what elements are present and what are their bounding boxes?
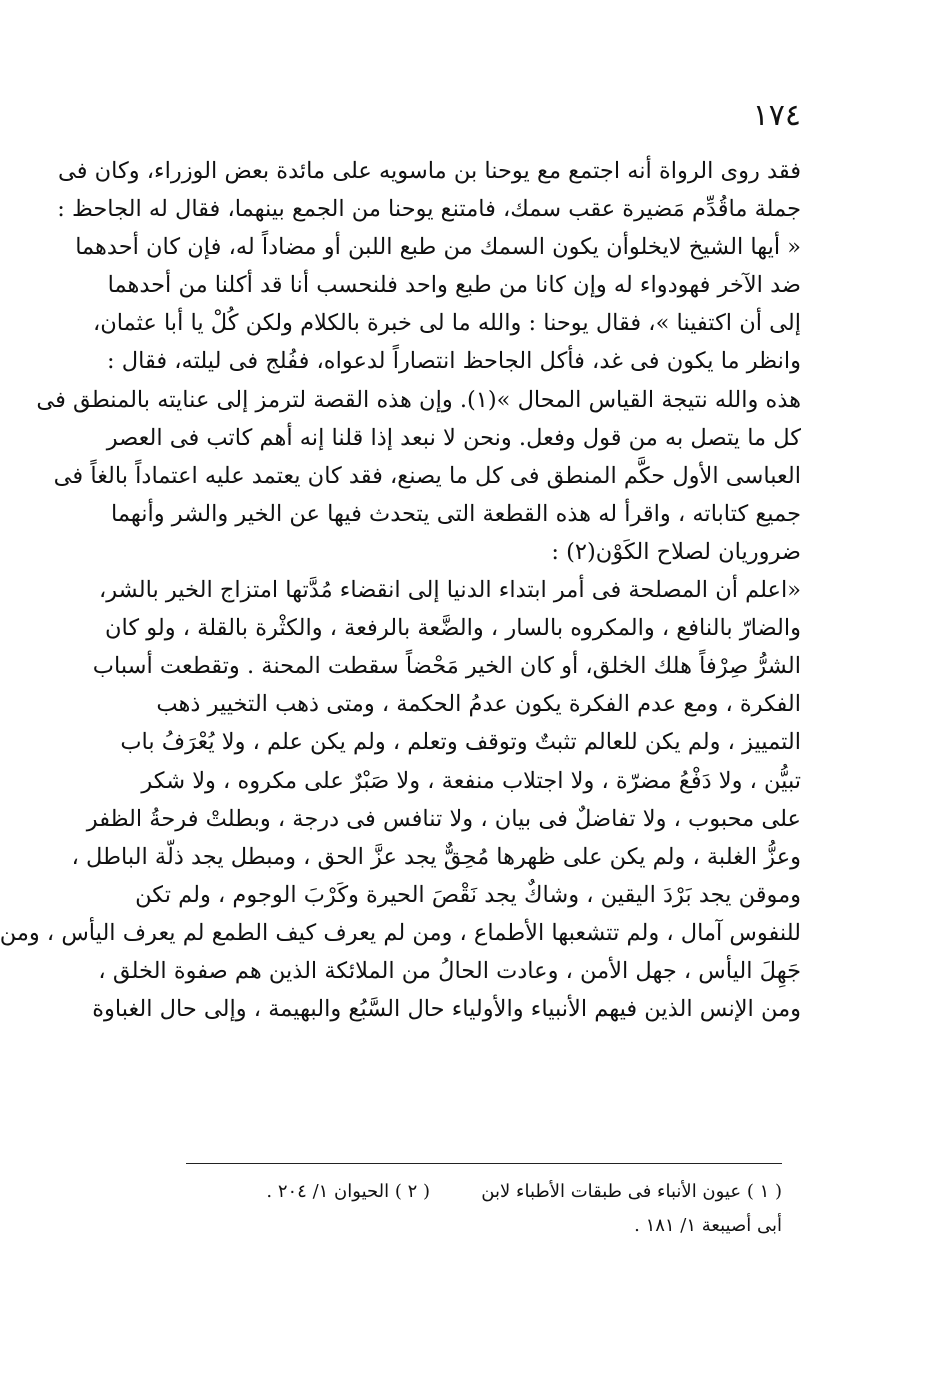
text-line: وموقن يجد بَرْدَ اليقين ، وشاكٌ يجد نَقْصَ الحيرة وكَرْبَ الوجوم ، ولم تكن (135, 881, 801, 908)
text-line: الشرُّ صِرْفاً هلك الخلق، أو كان الخير مَحْضاً سقطت المحنة . وتقطعت أسباب (92, 653, 801, 680)
text-line: ضد الآخر فهودواء له وإن كانا من طبع واحد فلنحسب أنا قد أكلنا من أحدهما (107, 272, 801, 299)
text-line: جملة ماقُدِّم مَضيرة عقب سمك، فامتنع يوحنا من الجمع بينهما، فقال له الجاحظ : (57, 196, 801, 223)
footnote-row (186, 1209, 782, 1243)
text-line: كل ما يتصل به من قول وفعل. ونحن لا نبعد إذا قلنا إنه أهم كاتب فى العصر (106, 424, 801, 451)
footnote-row (186, 1175, 782, 1209)
text-line: للنفوس آمال ، ولم تتشعبها الأطماع ، ومن لم يعرف كيف الطمع لم يعرف اليأس ، ومن (0, 919, 801, 946)
text-line: تبيُّن ، ولا دَفْعُ مضرّة ، ولا اجتلاب منفعة ، ولا صَبْرٌ على مكروه ، ولا شكر (141, 767, 801, 794)
text-line: على محبوب ، ولا تفاضلٌ فى بيان ، ولا تنافس فى درجة ، وبطلتْ فرحةُ الظفر (86, 805, 801, 832)
text-line: ومن الإنس الذين فيهم الأنبياء والأولياء حال السَّبُع والبهيمة ، وإلى حال الغباوة (92, 996, 801, 1023)
text-line: هذه والله نتيجة القياس المحال »(١). وإن هذه القصة لترمز إلى عنايته بالمنطق فى (36, 386, 801, 413)
text-line: إلى أن اكتفينا »، فقال يوحنا : والله ما لى خبرة بالكلام ولكن كُلْ يا أبا عثمان، (92, 310, 801, 337)
text-line: وانظر ما يكون فى غد، فأكل الجاحظ انتصاراً لدعواه، ففُلج فى ليلته، فقال : (107, 348, 801, 375)
footnote-2: ( ٢ ) الحيوان ١/ ٢٠٤ . (266, 1181, 430, 1202)
text-line: وعزُّ الغلبة ، ولم يكن على ظهرها مُحِقٌّ يجد عزَّ الحق ، ومبطل يجد ذلّة الباطل ، (71, 843, 801, 870)
text-line: التمييز ، ولم يكن للعالم تثبتٌ وتوقف وتعلم ، ولم يكن علم ، ولا يُعْرَفُ باب (120, 729, 801, 756)
footnotes (186, 1175, 782, 1243)
footnote-1-continuation: أبى أصيبعة ١/ ١٨١ . (634, 1215, 782, 1236)
main-text (0, 152, 801, 1028)
text-line: ضروريان لصلاح الكَوْن(٢) : (551, 538, 801, 565)
text-line: العباسى الأول حكَّم المنطق فى كل ما يصنع، فقد كان يعتمد عليه اعتماداً بالغاً فى (53, 462, 801, 489)
page-number: ١٧٤ (752, 98, 801, 133)
text-line: الفكرة ، ومع عدم الفكرة يكون عدمُ الحكمة ، ومتى ذهب التخيير ذهب (156, 691, 801, 718)
text-line: جَهِلَ اليأس ، جهل الأمن ، وعادت الحالُ من الملائكة الذين هم صفوة الخلق ، (98, 957, 801, 984)
text-line: فقد روى الرواة أنه اجتمع مع يوحنا بن ماسويه على مائدة بعض الوزراء، وكان فى (57, 158, 801, 184)
text-line: جميع كتاباته ، واقرأ له هذه القطعة التى يتحدث فيها عن الخير والشر وأنهما (111, 500, 801, 527)
footnote-divider (186, 1163, 782, 1164)
text-line: والضارّ بالنافع ، والمكروه بالسار ، والضَّعة بالرفعة ، والكثْرة بالقلة ، ولو كان (105, 615, 801, 642)
text-line: « أيها الشيخ لايخلوأن يكون السمك من طبع اللبن أو مضاداً له، فإن كان أحدهما (75, 234, 801, 261)
text-line: «اعلم أن المصلحة فى أمر ابتداء الدنيا إلى انقضاء مُدَّتها امتزاج الخير بالشر، (98, 577, 801, 604)
footnote-1: ( ١ ) عيون الأنباء فى طبقات الأطباء لابن (481, 1181, 782, 1202)
